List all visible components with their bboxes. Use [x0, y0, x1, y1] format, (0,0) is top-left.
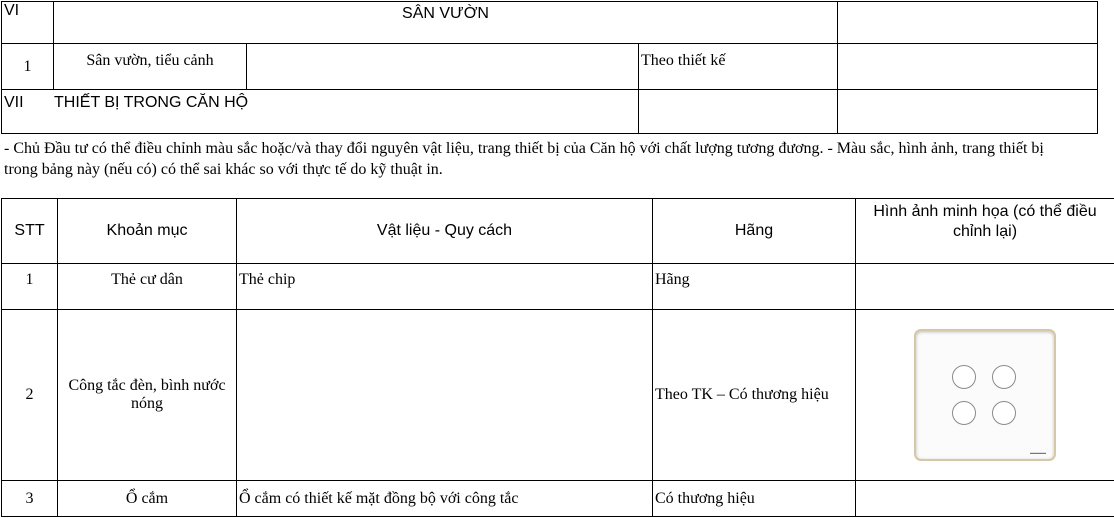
item-name: Công tắc đèn, bình nước nóng	[58, 310, 237, 481]
table-row	[2, 90, 1098, 134]
table-row	[2, 264, 1114, 310]
row-number: 1	[2, 264, 58, 310]
empty-cell	[247, 44, 639, 90]
header-brand: Hãng	[653, 199, 856, 264]
empty-cell	[838, 90, 1098, 134]
section-number-text: VII	[4, 94, 24, 111]
switch-button-icon	[992, 365, 1016, 389]
table-row	[2, 44, 1098, 90]
image-cell	[856, 481, 1114, 517]
material-cell: Thẻ chip	[237, 264, 653, 310]
switch-button-icon	[992, 401, 1016, 425]
brand-cell: Theo thiết kế	[639, 44, 838, 90]
image-cell	[856, 310, 1114, 481]
section-title: SÂN VƯỜN	[54, 2, 838, 44]
row-number: 1	[2, 44, 54, 90]
row-number: 2	[2, 310, 58, 481]
header-stt: STT	[2, 199, 58, 264]
material-cell: Ổ cắm có thiết kế mặt đồng bộ với công tắc	[237, 481, 653, 517]
light-switch-icon	[914, 329, 1056, 461]
table-row	[2, 310, 1114, 481]
empty-cell	[838, 2, 1098, 44]
table-row	[2, 2, 1098, 44]
item-name: Sân vườn, tiểu cảnh	[54, 44, 247, 90]
image-cell	[856, 264, 1114, 310]
section-number-text: VI	[4, 2, 20, 19]
disclaimer-note: - Chủ Đầu tư có thể điều chỉnh màu sắc hoặc/và thay đổi nguyên vật liệu, trang thiết bị của Căn hộ với chất lượng tương đương. - Màu sắc, hình ảnh, trang thiết bị trong bảng này (nếu có) có thể sai khác so với thực tế do kỹ thuật in.	[4, 140, 1044, 178]
header-material: Vật liệu - Quy cách	[237, 199, 653, 264]
section-number	[2, 2, 54, 44]
brand-cell: Hãng	[653, 264, 856, 310]
header-item: Khoản mục	[58, 199, 237, 264]
item-name: Thẻ cư dân	[58, 264, 237, 310]
empty-cell	[838, 44, 1098, 90]
equipment-table	[1, 198, 1114, 517]
switch-button-icon	[952, 401, 976, 425]
section-title	[2, 90, 639, 134]
section-title-text: THIẾT BỊ TRONG CĂN HỘ	[54, 94, 249, 111]
row-number: 3	[2, 481, 58, 517]
top-table	[1, 1, 1098, 134]
table-row	[2, 481, 1114, 517]
table-header-row	[2, 199, 1114, 264]
header-image: Hình ảnh minh họa (có thể điều chỉnh lại)	[856, 199, 1114, 264]
brand-cell: Theo TK – Có thương hiệu	[653, 310, 856, 481]
switch-button-icon	[952, 365, 976, 389]
switch-brand-mark-icon: ▬▬▬▬	[1030, 450, 1046, 455]
empty-cell	[639, 90, 838, 134]
brand-cell: Có thương hiệu	[653, 481, 856, 517]
material-cell	[237, 310, 653, 481]
item-name: Ổ cắm	[58, 481, 237, 517]
